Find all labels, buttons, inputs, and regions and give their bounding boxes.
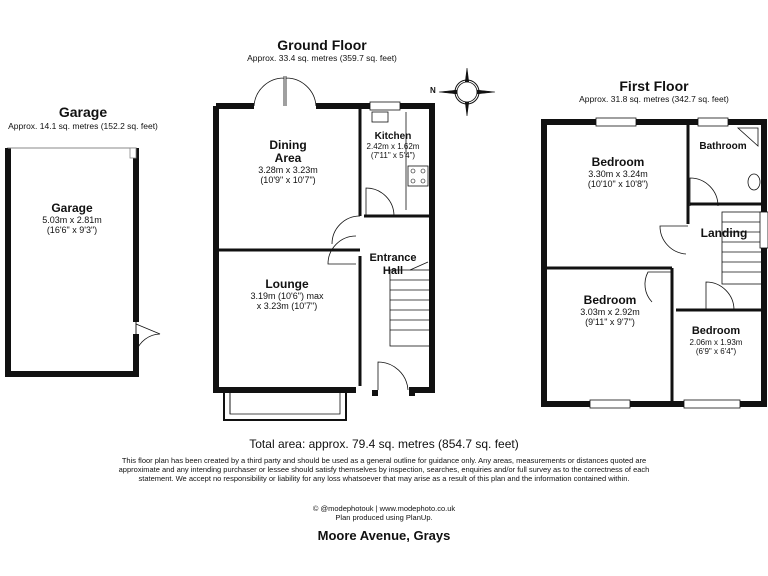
room-dimension: x 3.23m (10'7") <box>256 301 318 311</box>
ground-floor-area: Approx. 33.4 sq. metres (359.7 sq. feet) <box>247 53 397 63</box>
property-address: Moore Avenue, Grays <box>317 528 451 543</box>
room-entrance-hall <box>369 252 416 278</box>
disclaimer-text: This floor plan has been created by a third party and should be used as a general outline for guidance only. Any areas, measurements or distances quoted are approximate and any intending purchaser or lessee should satisfy themselves by inspection, searches, enquiries and/or full survey as to the correctness of each statement. We accept no responsibility or liability for any loss whatsoever that may arise as a result of this plan and the information contained within. <box>118 456 650 483</box>
room-dimension: 3.19m (10'6") max <box>250 291 324 301</box>
room-dimension: (9'11" x 9'7") <box>585 317 635 327</box>
room-dimension: (10'9" x 10'7") <box>260 175 316 185</box>
room-bathroom <box>699 141 746 152</box>
room-lounge <box>251 278 324 311</box>
room-name: Kitchen <box>374 131 412 142</box>
room-dimension: 3.30m x 3.24m <box>588 169 648 179</box>
room-name: Bathroom <box>699 141 747 152</box>
room-dimension: 2.06m x 1.93m <box>689 338 743 347</box>
room-name: Lounge <box>265 277 309 291</box>
room-name: Bedroom <box>591 155 645 169</box>
room-dimension: (10'10" x 10'8") <box>587 179 649 189</box>
room-bedroom-2 <box>580 294 640 327</box>
room-dimension: (6'9" x 6'4") <box>695 347 737 356</box>
first-floor-area: Approx. 31.8 sq. metres (342.7 sq. feet) <box>579 94 729 104</box>
room-dimension: 3.28m x 3.23m <box>258 165 318 175</box>
room-dimension: 3.03m x 2.92m <box>580 307 640 317</box>
credits <box>313 504 455 522</box>
room-landing <box>701 227 748 240</box>
total-area: Total area: approx. 79.4 sq. metres (854.7 sq. feet) <box>249 437 519 451</box>
credits-line: Plan produced using PlanUp. <box>335 513 433 522</box>
garage-plan <box>8 148 160 374</box>
ground-floor-title: Ground Floor <box>277 37 367 53</box>
room-dimension: 2.42m x 1.62m <box>366 142 420 151</box>
room-name: Hall <box>382 265 404 277</box>
room-dimension: (16'6" x 9'3") <box>46 225 98 235</box>
room-bedroom-3 <box>690 325 743 356</box>
first-floor-plan <box>544 118 768 408</box>
garage-title: Garage <box>58 104 108 120</box>
room-name: Entrance <box>369 252 417 264</box>
room-name: Landing <box>700 226 748 240</box>
room-dining-area <box>258 139 318 185</box>
room-name: Area <box>274 151 302 165</box>
compass-north-label: N <box>430 86 436 95</box>
credits-line: © @modephotouk | www.modephoto.co.uk <box>312 504 456 513</box>
ground-floor-plan <box>216 76 432 420</box>
room-name: Garage <box>51 201 93 215</box>
room-name: Bedroom <box>583 293 637 307</box>
compass-icon <box>439 68 495 116</box>
room-name: Dining <box>269 138 307 152</box>
room-dimension: (7'11" x 5'4") <box>370 151 416 160</box>
garage-area: Approx. 14.1 sq. metres (152.2 sq. feet) <box>8 121 158 131</box>
room-dimension: 5.03m x 2.81m <box>42 215 102 225</box>
room-name: Bedroom <box>691 325 741 337</box>
first-floor-title: First Floor <box>619 78 689 94</box>
room-garage <box>42 202 102 235</box>
room-kitchen <box>367 131 420 160</box>
room-bedroom-1 <box>588 156 648 189</box>
